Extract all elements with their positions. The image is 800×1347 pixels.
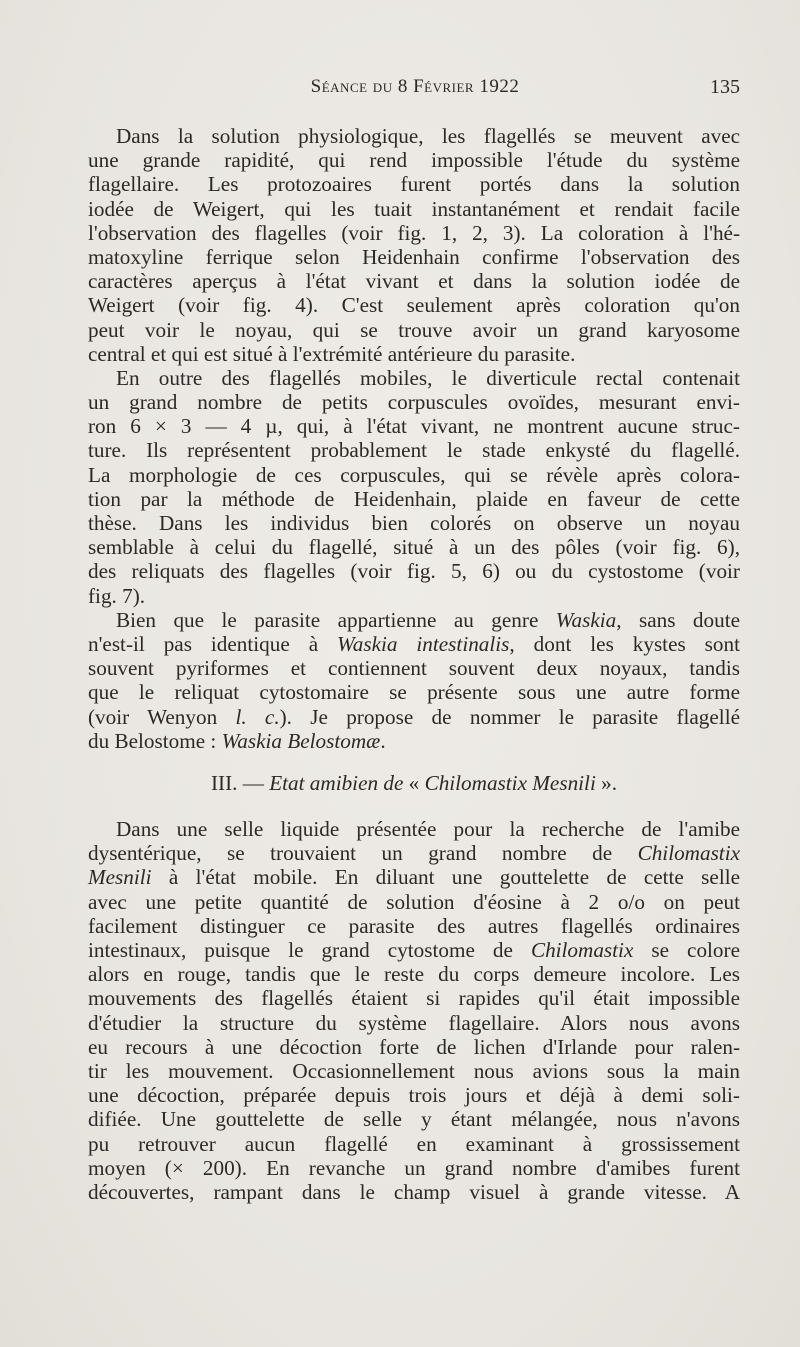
text-line: intestinaux, puisque le grand cytostome de Chilomastix se colore <box>88 938 740 962</box>
text-line: un grand nombre de petits corpuscules ovoïdes, mesurant envi- <box>88 390 740 415</box>
text-line: peut voir le noyau, qui se trouve avoir un grand karyosome <box>88 317 740 342</box>
text-line: que le reliquat cytostomaire se présente sous une autre forme <box>88 680 740 705</box>
text-line: dysentérique, se trouvaient un grand nombre de Chilomastix <box>88 841 740 866</box>
paragraph-2 <box>88 366 740 608</box>
text-line: En outre des flagellés mobiles, le diverticule rectal contenait <box>116 365 740 390</box>
text-line: avec une petite quantité de solution d'éosine à 2 o/o on peut <box>88 889 740 914</box>
text-line: tir les mouvement. Occasionnellement nous avions sous la main <box>88 1058 740 1083</box>
text-line: ture. Ils représentent probablement le stade enkysté du flagellé. <box>88 438 740 463</box>
text-line: matoxyline ferrique selon Heidenhain confirme l'observation des <box>88 244 740 269</box>
text-line: La morphologie de ces corpuscules, qui se révèle après colora- <box>88 462 740 487</box>
page-number: 135 <box>710 76 740 98</box>
page-header <box>90 76 740 106</box>
text-line: moyen (× 200). En revanche un grand nombre d'amibes furent <box>88 1155 740 1180</box>
paragraph-4 <box>88 817 740 1204</box>
text-line: Mesnili à l'état mobile. En diluant une gouttelette de cette selle <box>88 865 740 890</box>
paragraph-3 <box>88 608 740 753</box>
section-heading: III. — Etat amibien de « Chilomastix Mesnili ». <box>210 770 618 795</box>
page-body <box>88 124 740 1204</box>
text-line: eu recours à une décoction forte de lichen d'Irlande pour ralen- <box>88 1034 740 1059</box>
text-line: iodée de Weigert, qui les tuait instantanément et rendait facile <box>88 196 740 221</box>
text-line: thèse. Dans les individus bien colorés on observe un noyau <box>88 511 740 535</box>
text-line: n'est-il pas identique à Waskia intestinalis, dont les kystes sont <box>88 631 740 656</box>
text-line: ron 6 × 3 — 4 µ, qui, à l'état vivant, ne montrent aucune struc- <box>88 414 740 439</box>
text-line: mouvements des flagellés étaient si rapides qu'il était impossible <box>88 986 740 1011</box>
text-line: une décoction, préparée depuis trois jours et déjà à demi soli- <box>88 1083 740 1108</box>
text-line: une grande rapidité, qui rend impossible l'étude du système <box>88 148 740 173</box>
text-line: Bien que le parasite appartienne au genre Waskia, sans doute <box>116 607 740 632</box>
text-line: Dans la solution physiologique, les flagellés se meuvent avec <box>116 124 740 148</box>
text-line: facilement distinguer ce parasite des autres flagellés ordinaires <box>88 913 740 938</box>
text-line: l'observation des flagelles (voir fig. 1, 2, 3). La coloration à l'hé- <box>88 220 740 245</box>
text-line: caractères aperçus à l'état vivant et dans la solution iodée de <box>88 269 740 294</box>
text-line: d'étudier la structure du système flagellaire. Alors nous avons <box>88 1010 740 1035</box>
text-line: Weigert (voir fig. 4). C'est seulement après coloration qu'on <box>88 293 740 318</box>
text-line: alors en rouge, tandis que le reste du corps demeure incolore. Les <box>88 962 740 987</box>
running-head: Séance du 8 Février 1922 <box>310 76 520 97</box>
text-line: fig. 7). <box>88 583 146 608</box>
text-line: (voir Wenyon l. c.). Je propose de nommer le parasite flagellé <box>88 704 740 729</box>
text-line: souvent pyriformes et contiennent souvent deux noyaux, tandis <box>88 656 740 681</box>
paragraph-1 <box>88 124 740 366</box>
text-line: pu retrouver aucun flagellé en examinant à grossissement <box>88 1131 740 1156</box>
text-line: tion par la méthode de Heidenhain, plaide en faveur de cette <box>88 486 740 511</box>
text-line: des reliquats des flagelles (voir fig. 5, 6) ou du cystostome (voir <box>88 559 740 584</box>
text-line: Dans une selle liquide présentée pour la recherche de l'amibe <box>116 817 740 842</box>
text-line: semblable à celui du flagellé, situé à un des pôles (voir fig. 6), <box>88 535 740 560</box>
text-line: flagellaire. Les protozoaires furent portés dans la solution <box>88 172 740 197</box>
text-line: découvertes, rampant dans le champ visuel à grande vitesse. A <box>88 1179 740 1204</box>
text-line: central et qui est situé à l'extrémité antérieure du parasite. <box>88 341 576 366</box>
text-line: du Belostome : Waskia Belostomæ. <box>88 728 386 753</box>
text-line: difiée. Une gouttelette de selle y étant mélangée, nous n'avons <box>88 1107 740 1132</box>
